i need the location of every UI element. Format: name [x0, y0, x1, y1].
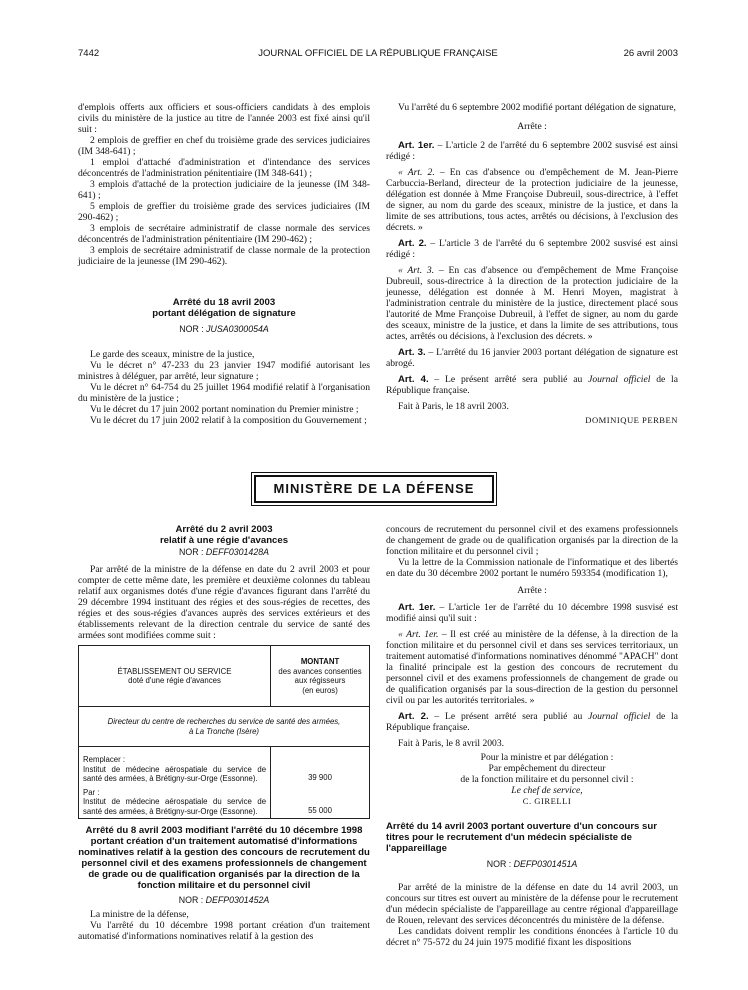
fait-a-paris: Fait à Paris, le 18 avril 2003. — [398, 401, 509, 412]
table-amount: 39 900 — [271, 747, 370, 786]
article-1-quote: « Art. 1er. – Il est créé au ministère de la défense, à la direction de la fonction militaire et du personnel civil et dans ses services territoriaux, un traitement automatisé d'informations nominatives dénommé "APACH" dont la finalité principale est la gestion des concours de recrutement du personnel civil et des examens professionnels de changement de grade ou de qualification organisés par la sous-direction de la gestion du personnel civil ou par les autorités territoriales. » — [386, 629, 678, 706]
paragraph: Vu la lettre de la Commission nationale de l'informatique et des libertés en date du 30 décembre 2002 portant le numéro 593354 (modification 1), — [386, 557, 678, 579]
nor-reference: NOR : DEFF0301428A — [179, 547, 269, 557]
journal-title: JOURNAL OFFICIEL DE LA RÉPUBLIQUE FRANÇAISE — [258, 48, 498, 59]
nor-reference: NOR : JUSA0300054A — [179, 324, 269, 334]
paragraph: Vu l'arrêté du 6 septembre 2002 modifié portant délégation de signature, — [398, 102, 676, 113]
paragraph: Les candidats doivent remplir les conditions énoncées à l'article 10 du décret n° 75-572 du 24 juin 1975 modifié fixant les dispositions — [386, 926, 678, 948]
nor-reference: NOR : DEFP0301452A — [178, 895, 270, 905]
table-header-amount: MONTANT des avances consenties aux régisseurs (en euros) — [271, 646, 370, 707]
arrete-title: Arrêté du 2 avril 2003 — [175, 524, 273, 535]
issue-date: 26 avril 2003 — [623, 48, 678, 59]
top-left-column — [78, 102, 370, 426]
intro-paragraph: d'emplois offerts aux officiers et sous-officiers candidats à des emplois civils du ministère de la justice au titre de l'année 2003 est fixé ainsi qu'il suit : — [78, 102, 370, 135]
article-3: Art. 3. – L'arrêté du 16 janvier 2003 portant délégation de signature est abrogé. — [386, 347, 678, 369]
table-director-row: Directeur du centre de recherches du service de santé des armées, à La Tronche (Isère) — [79, 707, 370, 747]
paragraph: Vu le décret du 17 juin 2002 relatif à la composition du Gouvernement ; — [90, 415, 367, 426]
paragraph: Vu l'arrêté du 10 décembre 1998 portant création d'un traitement automatisé d'informations nominatives relatif à la gestion des — [78, 920, 370, 942]
article-2-quote: « Art. 3. – En cas d'absence ou d'empêchement de Mme Françoise Dubreuil, sous-directrice à la direction de la protection judiciaire de la jeunesse, délégation est donnée à M. Henri Moyen, magistrat à l'administration centrale du ministère de la justice, directement placé sous l'autorité de Mme Françoise Dubreuil, à l'effet de signer, au nom du garde des sceaux, ministre de la justice, et dans la limite de ses attributions, tous actes, arrêtés ou décisions, à l'exclusion des décrets. » — [386, 265, 678, 342]
arrete-subtitle: relatif à une régie d'avances — [159, 535, 289, 546]
article-2: Art. 2. – L'article 3 de l'arrêté du 6 septembre 2002 susvisé est ainsi rédigé : — [386, 238, 678, 260]
signature-line: Par empêchement du directeur — [488, 763, 606, 774]
paragraph: Par arrêté de la ministre de la défense en date du 14 avril 2003, un concours sur titres est ouvert au ministère de la défense pour le recrutement d'un médecin spécialiste de l'appareillage au centre régional d'appareillage de Rouen, relevant des services déconcentrés du ministère de la défense. — [386, 882, 678, 926]
signature: DOMINIQUE PERBEN — [585, 415, 678, 425]
article-1: Art. 1er. – L'article 2 de l'arrêté du 6 septembre 2002 susvisé est ainsi rédigé : — [386, 140, 678, 162]
signature-line: Pour la ministre et par délégation : — [480, 752, 614, 763]
arrete-label: Arrête : — [517, 121, 547, 132]
signature-line: de la fonction militaire et du personnel civil : — [460, 774, 634, 785]
bottom-left-column — [78, 524, 370, 942]
article-2: Art. 2. – Le présent arrêté sera publié au Journal officiel de la République française. — [386, 711, 678, 733]
page-header — [78, 48, 678, 64]
bottom-right-column — [386, 524, 678, 948]
table-header-establishment: ÉTABLISSEMENT OU SERVICE doté d'une régie d'avances — [79, 646, 271, 707]
paragraph: Vu le décret n° 47-233 du 23 janvier 1947 modifié autorisant les ministres à déléguer, par arrêté, leur signature ; — [78, 360, 370, 382]
signature-name: C. GIRELLI — [522, 796, 572, 806]
arrete-subtitle: portant délégation de signature — [152, 308, 296, 319]
arrete-title: Arrêté du 18 avril 2003 — [172, 297, 276, 308]
table-amount: 55 000 — [271, 786, 370, 819]
page-number: 7442 — [78, 48, 100, 59]
article-4: Art. 4. – Le présent arrêté sera publié au Journal officiel de la République française. — [386, 374, 678, 396]
list-item: 1 emploi d'attaché d'administration et d'intendance des services déconcentrés de l'administration pénitentiaire (IM 348-641) ; — [78, 157, 370, 179]
article-1: Art. 1er. – L'article 1er de l'arrêté du 10 décembre 1998 susvisé est modifié ainsi qu'il suit : — [386, 602, 679, 624]
arrete-title: Arrêté du 14 avril 2003 portant ouverture d'un concours sur titres pour le recrutement d'un médecin spécialiste de l'appareillage — [386, 821, 657, 854]
article-1-quote: « Art. 2. – En cas d'absence ou d'empêchement de M. Jean-Pierre Carbuccia-Berland, directeur de la protection judiciaire de la jeunesse, délégation est donnée à Mme Françoise Dubreuil, sous-directrice, à l'effet de signer, au nom du garde des sceaux, ministre de la justice, et dans la limite de ses attributions, tous actes, arrêtés ou décisions, à l'exclusion des décrets. » — [386, 167, 678, 233]
table-row: Par : Institut de médecine aérospatiale du service de santé des armées, à Brétigny-sur-Orge (Essonne). — [79, 786, 271, 819]
table-row: Remplacer : Institut de médecine aérospatiale du service de santé des armées, à Brétigny-sur-Orge (Essonne). — [79, 747, 271, 786]
arrete-label: Arrête : — [517, 585, 547, 596]
paragraph: La ministre de la défense, — [90, 909, 189, 920]
list-item: 3 emplois de secrétaire administratif de classe normale de la protection judiciaire de la jeunesse (IM 290-462). — [78, 245, 370, 267]
arrete-title: Arrêté du 8 avril 2003 modifiant l'arrêté du 10 décembre 1998 portant création d'un traitement automatisé d'informations nominatives relatif à la gestion des concours de recrutement du personnel civil et des examens professionnels de changement de grade ou de qualification organisés par la direction de la fonction militaire et du personnel civil — [78, 825, 370, 891]
top-right-column — [386, 102, 678, 426]
paragraph: Vu le décret n° 64-754 du 25 juillet 1964 modifié relatif à l'organisation du ministère de la justice ; — [78, 382, 370, 404]
paragraph: Vu le décret du 17 juin 2002 portant nomination du Premier ministre ; — [90, 404, 359, 415]
paragraph: Le garde des sceaux, ministre de la justice, — [90, 349, 255, 360]
list-item: 5 emplois de greffier du troisième grade des services judiciaires (IM 290-462) ; — [78, 201, 370, 223]
ministry-heading: MINISTÈRE DE LA DÉFENSE — [254, 475, 494, 503]
list-item: 3 emplois de secrétaire administratif de classe normale des services déconcentrés de l'administration pénitentiaire (IM 290-462) ; — [78, 223, 370, 245]
nor-reference: NOR : DEFP0301451A — [486, 859, 578, 869]
signature-line: Le chef de service, — [511, 785, 583, 796]
list-item: 2 emplois de greffier en chef du troisième grade des services judiciaires (IM 348-641) ; — [78, 135, 370, 157]
paragraph: concours de recrutement du personnel civil et des examens professionnels de changement de grade ou de qualification organisés par la direction de la fonction militaire et du personnel civil ; — [386, 524, 678, 557]
regie-table — [78, 645, 370, 819]
paragraph: Par arrêté de la ministre de la défense en date du 2 avril 2003 et pour compter de cette même date, les première et deuxième colonnes du tableau relatif aux organismes dotés d'une régie d'avances figurant dans l'arrêté du 29 décembre 1994 instituant des régies et des sous-régies de recettes, des régies et des sous-régies d'avances auprès des services extérieurs et des établissements relevant de la direction centrale du service de santé des armées sont modifiées comme suit : — [78, 564, 370, 641]
list-item: 3 emplois d'attaché de la protection judiciaire de la jeunesse (IM 348-641) ; — [78, 179, 370, 201]
fait-a-paris: Fait à Paris, le 8 avril 2003. — [398, 738, 505, 749]
